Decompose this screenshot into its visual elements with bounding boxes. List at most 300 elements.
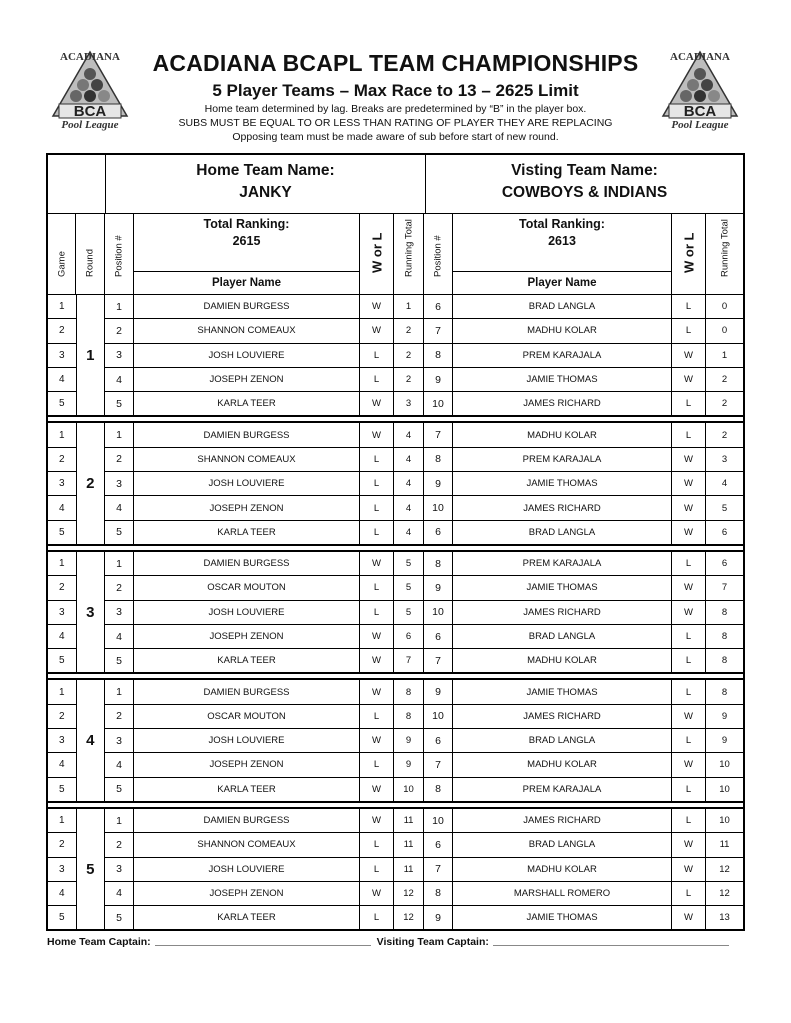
home-running-total: 11: [394, 833, 424, 856]
home-player-name: DAMIEN BURGESS: [134, 809, 360, 832]
home-position: 4: [105, 368, 134, 391]
visiting-player-name: JAMES RICHARD: [453, 809, 672, 832]
match-row: [105, 753, 743, 777]
home-running-total: 10: [394, 778, 424, 801]
home-position: 4: [105, 882, 134, 905]
captain-signatures: [47, 936, 745, 948]
visiting-player-name: PREM KARAJALA: [453, 448, 672, 471]
visiting-position: 6: [424, 833, 453, 856]
home-ranking-value: 2615: [232, 234, 261, 248]
game-number: 5: [58, 526, 65, 538]
visiting-running-total: 8: [721, 631, 728, 642]
visiting-running-total: 8: [721, 686, 728, 698]
home-running-total: 11: [394, 858, 424, 881]
visiting-result: W: [672, 705, 706, 728]
visiting-result: W: [672, 833, 706, 856]
home-result: L: [360, 906, 394, 929]
visiting-player-name: BRAD LANGLA: [453, 833, 672, 856]
round-block: [48, 295, 743, 417]
home-running-total: 5: [394, 601, 424, 624]
visiting-result: L: [672, 423, 706, 446]
game-number: 5: [58, 783, 65, 795]
game-number: 1: [48, 295, 76, 319]
home-running-total: 4: [394, 423, 424, 446]
home-result: L: [360, 858, 394, 881]
visiting-position: 8: [424, 882, 453, 905]
home-position: 4: [105, 753, 134, 776]
match-row: [105, 778, 743, 801]
home-result: L: [360, 833, 394, 856]
visiting-ranking-box: [453, 214, 672, 294]
logo-top-text: ACADIANA: [670, 51, 730, 63]
visiting-position: 7: [424, 858, 453, 881]
home-running-total: 4: [394, 448, 424, 471]
visiting-running-total: 8: [721, 606, 728, 618]
logo-main-text: BCA: [683, 103, 717, 120]
visiting-result: L: [672, 649, 706, 672]
home-result: W: [360, 778, 394, 801]
home-running-total: 11: [394, 809, 424, 832]
home-running-total: 4: [394, 521, 424, 544]
visiting-captain-line[interactable]: [493, 944, 729, 946]
visiting-player-name: JAMES RICHARD: [453, 705, 672, 728]
home-player-name: OSCAR MOUTON: [134, 576, 360, 599]
match-row: [105, 906, 743, 929]
visiting-running-total: 2: [721, 374, 728, 386]
document-title: ACADIANA BCAPL TEAM CHAMPIONSHIPS: [152, 50, 639, 76]
visiting-result: W: [672, 576, 706, 599]
home-team-box: [106, 155, 426, 213]
game-number: 4: [48, 625, 76, 649]
visiting-running-total: 9: [721, 735, 728, 747]
home-player-name: SHANNON COMEAUX: [134, 448, 360, 471]
home-running-total: 9: [394, 753, 424, 776]
visiting-team-name: COWBOYS & INDIANS: [501, 184, 668, 201]
home-player-name: JOSH LOUVIERE: [134, 729, 360, 752]
home-position: 1: [105, 552, 134, 575]
visiting-player-name: MADHU KOLAR: [453, 753, 672, 776]
home-ranking-box: [134, 214, 360, 294]
match-row: [105, 319, 743, 343]
game-number: 1: [48, 423, 76, 447]
game-number: 2: [48, 319, 76, 343]
col-visiting-running-total: Running Total: [719, 219, 730, 277]
match-row: [105, 448, 743, 472]
visiting-running-total: 10: [719, 759, 730, 771]
visiting-position: 7: [424, 649, 453, 672]
home-player-name: DAMIEN BURGESS: [134, 680, 360, 703]
home-player-name: KARLA TEER: [134, 521, 360, 544]
visiting-player-name: BRAD LANGLA: [453, 295, 672, 318]
home-result: L: [360, 753, 394, 776]
home-position: 2: [105, 319, 134, 342]
home-position: 5: [105, 521, 134, 544]
home-result: L: [360, 344, 394, 367]
visiting-result: W: [672, 368, 706, 391]
home-running-total: 9: [394, 729, 424, 752]
home-running-total: 8: [394, 680, 424, 703]
home-player-name: SHANNON COMEAUX: [134, 833, 360, 856]
match-row: [105, 680, 743, 704]
home-result: W: [360, 680, 394, 703]
home-position: 1: [105, 423, 134, 446]
visiting-result: W: [672, 906, 706, 929]
match-row: [105, 705, 743, 729]
visiting-running-total: 12: [719, 863, 730, 875]
home-player-name: KARLA TEER: [134, 778, 360, 801]
home-result: W: [360, 295, 394, 318]
col-home-player-name: Player Name: [211, 277, 282, 289]
home-player-name: DAMIEN BURGESS: [134, 295, 360, 318]
match-row: [105, 472, 743, 496]
match-row: [105, 858, 743, 882]
visiting-running-total: 6: [721, 526, 728, 538]
team-name-row: [48, 155, 743, 214]
visiting-result: W: [672, 496, 706, 519]
game-number: 2: [48, 705, 76, 729]
game-number: 1: [48, 680, 76, 704]
home-player-name: OSCAR MOUTON: [134, 705, 360, 728]
home-running-total: 8: [394, 705, 424, 728]
game-number: 3: [48, 729, 76, 753]
visiting-running-total: 6: [721, 558, 728, 570]
visiting-position: 9: [424, 472, 453, 495]
home-captain-label: Home Team Captain:: [47, 936, 151, 948]
visiting-player-name: JAMIE THOMAS: [453, 576, 672, 599]
visiting-result: L: [672, 729, 706, 752]
visiting-team-label: Visting Team Name:: [511, 162, 658, 179]
home-running-total: 12: [394, 906, 424, 929]
visiting-player-name: PREM KARAJALA: [453, 344, 672, 367]
home-player-name: KARLA TEER: [134, 906, 360, 929]
visiting-position: 6: [424, 521, 453, 544]
visiting-position: 6: [424, 295, 453, 318]
home-result: L: [360, 368, 394, 391]
home-player-name: KARLA TEER: [134, 392, 360, 415]
visiting-result: L: [672, 809, 706, 832]
visiting-ranking-value: 2613: [548, 234, 576, 248]
visiting-player-name: JAMIE THOMAS: [453, 680, 672, 703]
home-position: 5: [105, 778, 134, 801]
visiting-player-name: MADHU KOLAR: [453, 423, 672, 446]
home-player-name: JOSEPH ZENON: [134, 753, 360, 776]
rounds-container: [48, 295, 743, 929]
home-position: 3: [105, 601, 134, 624]
home-running-total: 2: [394, 319, 424, 342]
home-result: L: [360, 448, 394, 471]
visiting-player-name: MADHU KOLAR: [453, 858, 672, 881]
round-number: 4: [77, 680, 106, 800]
header-note: SUBS MUST BE EQUAL TO OR LESS THAN RATING OF PLAYER THEY ARE REPLACING: [178, 117, 613, 129]
visiting-running-total: 0: [721, 301, 728, 313]
home-position: 2: [105, 833, 134, 856]
visiting-result: L: [672, 552, 706, 575]
visiting-result: W: [672, 753, 706, 776]
home-result: L: [360, 705, 394, 728]
home-result: L: [360, 521, 394, 544]
visiting-position: 9: [424, 576, 453, 599]
game-number: 3: [48, 858, 76, 882]
document-subtitle: 5 Player Teams – Max Race to 13 – 2625 Limit: [212, 81, 579, 100]
home-position: 5: [105, 392, 134, 415]
match-row: [105, 344, 743, 368]
round-block: [48, 807, 743, 929]
match-row: [105, 295, 743, 319]
visiting-result: L: [672, 319, 706, 342]
visiting-position: 10: [424, 705, 453, 728]
header-note: Home team determined by lag. Breaks are predetermined by “B” in the player box.: [204, 103, 587, 115]
visiting-running-total: 7: [721, 582, 728, 594]
game-number: 2: [48, 576, 76, 600]
round-number: 5: [77, 809, 106, 929]
logo-main-text: BCA: [73, 103, 107, 120]
game-number: 3: [48, 601, 76, 625]
home-running-total: 1: [394, 295, 424, 318]
visiting-result: W: [672, 521, 706, 544]
col-home-position: Position #: [113, 235, 125, 277]
visiting-running-total: 13: [719, 912, 730, 924]
visiting-player-name: MADHU KOLAR: [453, 649, 672, 672]
match-row: [105, 601, 743, 625]
home-position: 2: [105, 705, 134, 728]
home-position: 3: [105, 344, 134, 367]
game-number: 1: [48, 809, 76, 833]
visiting-running-total: 4: [721, 478, 728, 490]
home-player-name: SHANNON COMEAUX: [134, 319, 360, 342]
visiting-player-name: MADHU KOLAR: [453, 319, 672, 342]
col-game: Game: [56, 251, 67, 277]
round-number: 2: [77, 423, 106, 543]
col-visiting-player-name: Player Name: [527, 277, 597, 289]
visiting-position: 7: [424, 753, 453, 776]
visiting-position: 7: [424, 319, 453, 342]
visiting-running-total: 3: [721, 453, 728, 465]
game-number: 4: [48, 496, 76, 520]
visiting-running-total: 10: [719, 815, 730, 827]
match-row: [105, 392, 743, 415]
visiting-position: 8: [424, 344, 453, 367]
col-home-running-total: Running Total: [403, 219, 414, 277]
home-running-total: 3: [394, 392, 424, 415]
visiting-running-total: 2: [721, 429, 728, 441]
visiting-running-total: 0: [721, 325, 728, 337]
visiting-position: 7: [424, 423, 453, 446]
home-position: 2: [105, 448, 134, 471]
match-row: [105, 368, 743, 392]
visiting-result: W: [672, 344, 706, 367]
visiting-player-name: BRAD LANGLA: [453, 729, 672, 752]
visiting-result: L: [672, 882, 706, 905]
header-note: Opposing team must be made aware of sub before start of new round.: [232, 131, 559, 143]
home-result: W: [360, 552, 394, 575]
game-number: 2: [48, 833, 76, 857]
visiting-player-name: MARSHALL ROMERO: [453, 882, 672, 905]
logo-bottom-text: Pool League: [671, 119, 729, 131]
visiting-position: 6: [424, 625, 453, 648]
home-result: W: [360, 809, 394, 832]
visiting-result: W: [672, 858, 706, 881]
visiting-position: 8: [424, 552, 453, 575]
col-visiting-position: Position #: [432, 235, 444, 277]
home-team-name: JANKY: [239, 184, 292, 201]
game-number: 5: [58, 655, 65, 667]
home-player-name: DAMIEN BURGESS: [134, 423, 360, 446]
visiting-position: 10: [424, 496, 453, 519]
match-row: [105, 576, 743, 600]
home-position: 1: [105, 295, 134, 318]
visiting-position: 10: [424, 809, 453, 832]
home-running-total: 2: [394, 344, 424, 367]
visiting-player-name: BRAD LANGLA: [453, 521, 672, 544]
home-running-total: 12: [394, 882, 424, 905]
visiting-position: 9: [424, 906, 453, 929]
visiting-player-name: PREM KARAJALA: [453, 778, 672, 801]
home-player-name: JOSEPH ZENON: [134, 625, 360, 648]
visiting-running-total: 8: [721, 655, 728, 667]
visiting-captain-label: Visiting Team Captain:: [376, 936, 489, 948]
score-sheet: [46, 153, 745, 931]
logo-top-text: ACADIANA: [60, 51, 120, 63]
match-row: [105, 649, 743, 672]
visiting-result: W: [672, 448, 706, 471]
home-result: W: [360, 729, 394, 752]
home-player-name: JOSH LOUVIERE: [134, 601, 360, 624]
match-row: [105, 625, 743, 649]
home-player-name: JOSH LOUVIERE: [134, 858, 360, 881]
visiting-player-name: JAMES RICHARD: [453, 601, 672, 624]
col-home-w-or-l: W or L: [369, 232, 384, 273]
visiting-position: 10: [424, 601, 453, 624]
match-row: [105, 521, 743, 544]
visiting-result: L: [672, 625, 706, 648]
col-round: Round: [84, 249, 96, 277]
home-result: W: [360, 882, 394, 905]
home-running-total: 6: [394, 625, 424, 648]
home-player-name: JOSH LOUVIERE: [134, 472, 360, 495]
game-number: 3: [48, 472, 76, 496]
visiting-ranking-label: Total Ranking:: [519, 217, 605, 231]
home-result: W: [360, 649, 394, 672]
visiting-position: 8: [424, 448, 453, 471]
visiting-running-total: 1: [721, 349, 728, 361]
home-team-label: Home Team Name:: [196, 162, 335, 179]
home-result: L: [360, 601, 394, 624]
home-running-total: 5: [394, 576, 424, 599]
visiting-result: W: [672, 601, 706, 624]
home-position: 2: [105, 576, 134, 599]
visiting-position: 9: [424, 680, 453, 703]
match-row: [105, 833, 743, 857]
round-number: 1: [77, 295, 106, 415]
visiting-result: L: [672, 295, 706, 318]
visiting-result: L: [672, 778, 706, 801]
home-player-name: JOSEPH ZENON: [134, 368, 360, 391]
visiting-player-name: JAMIE THOMAS: [453, 472, 672, 495]
visiting-player-name: BRAD LANGLA: [453, 625, 672, 648]
visiting-player-name: JAMIE THOMAS: [453, 906, 672, 929]
home-running-total: 2: [394, 368, 424, 391]
home-result: W: [360, 625, 394, 648]
visiting-player-name: JAMES RICHARD: [453, 392, 672, 415]
logo-bottom-text: Pool League: [61, 119, 119, 131]
home-player-name: DAMIEN BURGESS: [134, 552, 360, 575]
home-player-name: JOSH LOUVIERE: [134, 344, 360, 367]
visiting-running-total: 5: [721, 502, 728, 514]
match-row: [105, 423, 743, 447]
home-position: 5: [105, 649, 134, 672]
visiting-position: 10: [424, 392, 453, 415]
match-row: [105, 809, 743, 833]
round-block: [48, 421, 743, 545]
visiting-running-total: 2: [721, 398, 728, 410]
home-position: 1: [105, 680, 134, 703]
visiting-player-name: PREM KARAJALA: [453, 552, 672, 575]
home-position: 4: [105, 625, 134, 648]
game-number: 4: [48, 753, 76, 777]
visiting-running-total: 12: [719, 887, 730, 899]
home-position: 4: [105, 496, 134, 519]
visiting-position: 9: [424, 368, 453, 391]
game-number: 4: [48, 368, 76, 392]
home-result: L: [360, 576, 394, 599]
home-running-total: 4: [394, 496, 424, 519]
round-block: [48, 550, 743, 674]
visiting-result: L: [672, 392, 706, 415]
home-result: W: [360, 392, 394, 415]
visiting-running-total: 10: [719, 783, 730, 795]
home-player-name: KARLA TEER: [134, 649, 360, 672]
visiting-running-total: 11: [719, 839, 730, 851]
home-player-name: JOSEPH ZENON: [134, 496, 360, 519]
home-result: W: [360, 319, 394, 342]
game-number: 3: [48, 344, 76, 368]
game-number: 1: [48, 552, 76, 576]
home-position: 3: [105, 858, 134, 881]
game-number: 5: [58, 912, 65, 924]
visiting-position: 6: [424, 729, 453, 752]
home-position: 1: [105, 809, 134, 832]
game-number: 4: [48, 882, 76, 906]
visiting-result: L: [672, 680, 706, 703]
home-ranking-label: Total Ranking:: [203, 217, 290, 231]
round-block: [48, 678, 743, 802]
col-visiting-w-or-l: W or L: [681, 232, 696, 273]
home-result: L: [360, 472, 394, 495]
visiting-team-box: [426, 155, 743, 213]
match-row: [105, 729, 743, 753]
home-running-total: 4: [394, 472, 424, 495]
home-result: W: [360, 423, 394, 446]
match-row: [105, 496, 743, 520]
visiting-running-total: 9: [721, 710, 728, 722]
home-running-total: 5: [394, 552, 424, 575]
home-running-total: 7: [394, 649, 424, 672]
home-captain-line[interactable]: [155, 944, 371, 946]
round-number: 3: [77, 552, 106, 672]
visiting-player-name: JAMES RICHARD: [453, 496, 672, 519]
game-number: 2: [48, 448, 76, 472]
home-position: 5: [105, 906, 134, 929]
home-player-name: JOSEPH ZENON: [134, 882, 360, 905]
visiting-position: 8: [424, 778, 453, 801]
column-header-row: [48, 214, 743, 295]
visiting-result: W: [672, 472, 706, 495]
home-result: L: [360, 496, 394, 519]
visiting-player-name: JAMIE THOMAS: [453, 368, 672, 391]
match-row: [105, 552, 743, 576]
home-position: 3: [105, 729, 134, 752]
home-position: 3: [105, 472, 134, 495]
